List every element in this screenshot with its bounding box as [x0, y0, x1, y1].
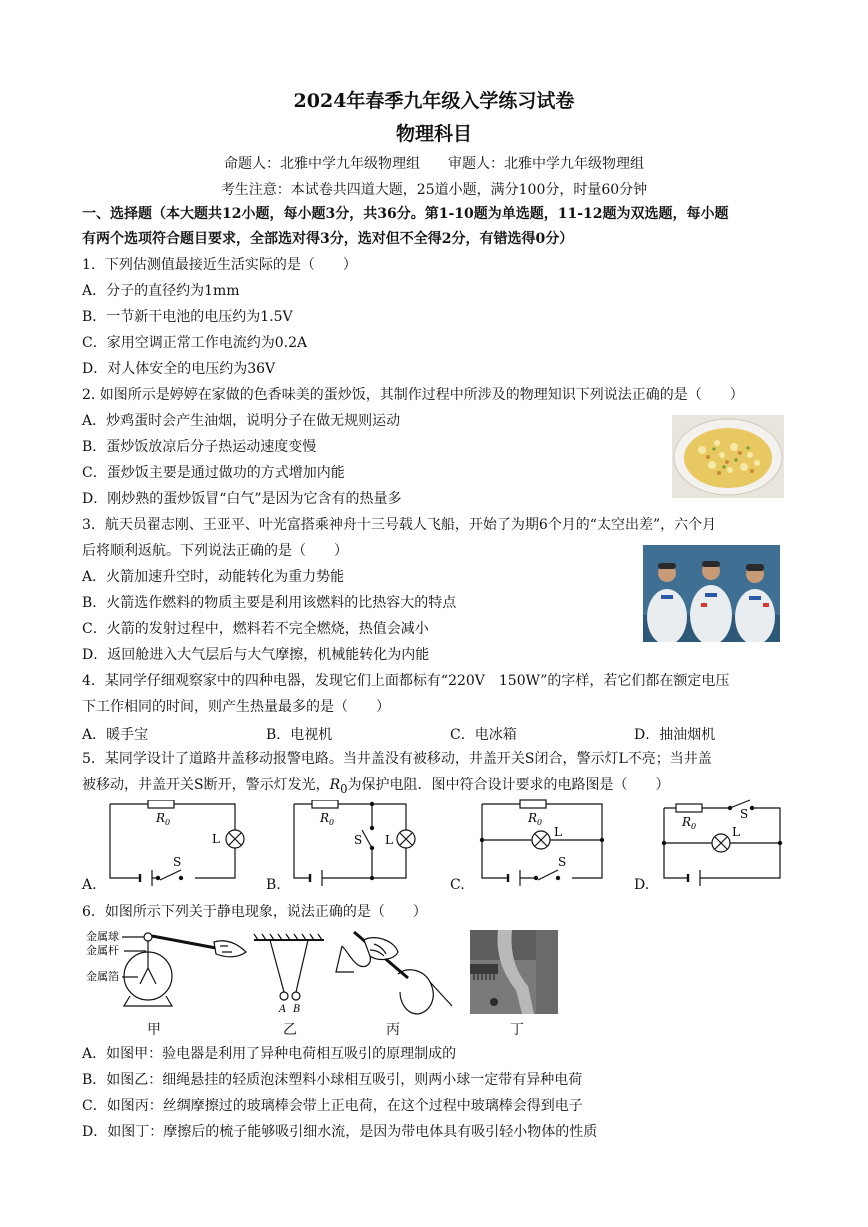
electroscope-figure [86, 924, 250, 1016]
astronauts-photo [643, 545, 780, 642]
label-metal-rod: 金属杆 [86, 944, 119, 957]
caption-jia: 甲 [147, 1022, 161, 1038]
circuit-a-label: A. [82, 877, 97, 893]
q1-option-a: A．分子的直径约为1mm [82, 283, 240, 299]
comb-water-photo [470, 930, 558, 1014]
circuit-c-switch-label: S [558, 855, 567, 869]
circuit-d-r0: $R_0$ [682, 815, 697, 831]
circuit-c-diagram [472, 798, 612, 890]
q6-stem: 6．如图所示下列关于静电现象，说法正确的是（ ） [82, 904, 427, 920]
rubbing-rod-figure [334, 926, 458, 1016]
q1-option-d: D．对人体安全的电压约为36V [82, 361, 276, 377]
caption-bing: 丙 [386, 1022, 400, 1038]
q5-stem-part1: 被移动，井盖开关S断开，警示灯发光， [82, 777, 330, 793]
circuit-b-switch-label: S [354, 833, 363, 847]
q4-option-a: A．暖手宝 [82, 727, 149, 743]
circuit-a-diagram [100, 800, 250, 892]
q3-option-a: A．火箭加速升空时，动能转化为重力势能 [82, 569, 345, 585]
q5-stem-resistor-symbol: R [329, 777, 341, 793]
circuit-b-lamp-label: L [385, 833, 393, 847]
circuit-a-switch-label: S [173, 855, 182, 869]
q2-option-c: C．蛋炒饭主要是通过做功的方式增加内能 [82, 465, 345, 481]
q3-stem-line2: 后将顺利返航。下列说法正确的是（ ） [82, 543, 348, 559]
exam-subject: 物理科目 [395, 123, 472, 145]
q1-option-c: C．家用空调正常工作电流约为0.2A [82, 335, 308, 351]
q4-stem-line2: 下工作相同的时间，则产生热量最多的是（ ） [82, 699, 390, 715]
q2-option-b: B．蛋炒饭放凉后分子热运动速度变慢 [82, 439, 317, 455]
circuit-d-diagram [652, 798, 792, 890]
circuit-b-label: B. [266, 877, 281, 893]
circuit-d-label: D. [634, 877, 650, 893]
section1-heading-line2: 有两个选项符合题目要求，全部选对得3分，选对但不全得2分，有错选得0分） [82, 231, 574, 247]
circuit-b-diagram [284, 800, 434, 892]
circuit-d-lamp-label: L [732, 825, 740, 839]
q6-option-c: C．如图丙：丝绸摩擦过的玻璃棒会带上正电荷，在这个过程中玻璃棒会得到电子 [82, 1098, 583, 1114]
q1-option-b: B．一节新干电池的电压约为1.5V [82, 309, 293, 325]
exam-notice: 考生注意：本试卷共四道大题，25道小题，满分100分，时量60分钟 [220, 182, 648, 198]
q6-option-a: A．如图甲：验电器是利用了异种电荷相互吸引的原理制成的 [82, 1046, 457, 1062]
exam-title: 2024年春季九年级入学练习试卷 [293, 90, 575, 112]
label-metal-ball: 金属球 [86, 930, 119, 943]
q3-option-c: C．火箭的发射过程中，燃料若不完全燃烧，热值会减小 [82, 621, 429, 637]
q3-option-b: B．火箭选作燃料的物质主要是利用该燃料的比热容大的特点 [82, 595, 457, 611]
circuit-b-r0: $R_0$ [320, 811, 335, 827]
q4-stem-line1: 4．某同学仔细观察家中的四种电器，发现它们上面都标有“220V 150W”的字样，若它们都在额定电压 [82, 673, 730, 689]
q5-stem-part2: 为保护电阻．图中符合设计要求的电路图是（ ） [347, 777, 670, 793]
label-metal-foil: 金属箔 [86, 970, 119, 983]
q4-option-d: D．抽油烟机 [634, 727, 716, 743]
q5-stem-line2 [82, 776, 670, 798]
q3-option-d: D．返回舱进入大气层后与大气摩擦，机械能转化为内能 [82, 647, 430, 663]
q6-option-d: D．如图丁：摩擦后的梳子能够吸引细水流，是因为带电体具有吸引轻小物体的性质 [82, 1124, 598, 1140]
circuit-c-r0: $R_0$ [528, 811, 543, 827]
q1-stem: 1．下列估测值最接近生活实际的是（ ） [82, 257, 357, 273]
q2-option-d: D．刚炒熟的蛋炒饭冒“白气”是因为它含有的热量多 [82, 491, 402, 507]
circuit-c-lamp-label: L [554, 825, 562, 839]
circuit-a-r0: $R_0$ [156, 811, 171, 827]
q2-option-a: A．炒鸡蛋时会产生油烟，说明分子在做无规则运动 [82, 413, 401, 429]
exam-authors: 命题人：北雅中学九年级物理组 审题人：北雅中学九年级物理组 [224, 156, 644, 172]
ball-b-label: B [293, 1004, 301, 1014]
caption-yi: 乙 [283, 1022, 297, 1038]
circuit-d-switch-label: S [740, 807, 749, 821]
q5-stem-resistor-subscript: 0 [340, 781, 348, 796]
hanging-balls-figure [252, 932, 328, 1014]
q2-stem: 2. 如图所示是婷婷在家做的色香味美的蛋炒饭，其制作过程中所涉及的物理知识下列说法正确的是（ ） [82, 387, 744, 403]
section1-heading-line1: 一、选择题（本大题共12小题，每小题3分，共36分。第1-10题为单选题，11-12题为双选题，每小题 [82, 206, 729, 222]
q4-option-b: B．电视机 [266, 727, 333, 743]
circuit-c-label: C. [450, 877, 465, 893]
q6-option-b: B．如图乙：细绳悬挂的轻质泡沫塑料小球相互吸引，则两小球一定带有异种电荷 [82, 1072, 583, 1088]
q4-option-c: C．电冰箱 [450, 727, 517, 743]
q3-stem-line1: 3．航天员翟志刚、王亚平、叶光富搭乘神舟十三号载人飞船，开始了为期6个月的“太空出差”，六个月 [82, 517, 717, 533]
q5-stem-line1: 5．某同学设计了道路井盖移动报警电路。当井盖没有被移动，井盖开关S闭合，警示灯L不亮；当井盖 [82, 751, 712, 767]
fried-rice-photo [672, 415, 784, 498]
caption-ding: 丁 [510, 1022, 524, 1038]
circuit-a-lamp-label: L [212, 832, 220, 846]
ball-a-label: A [279, 1004, 287, 1014]
